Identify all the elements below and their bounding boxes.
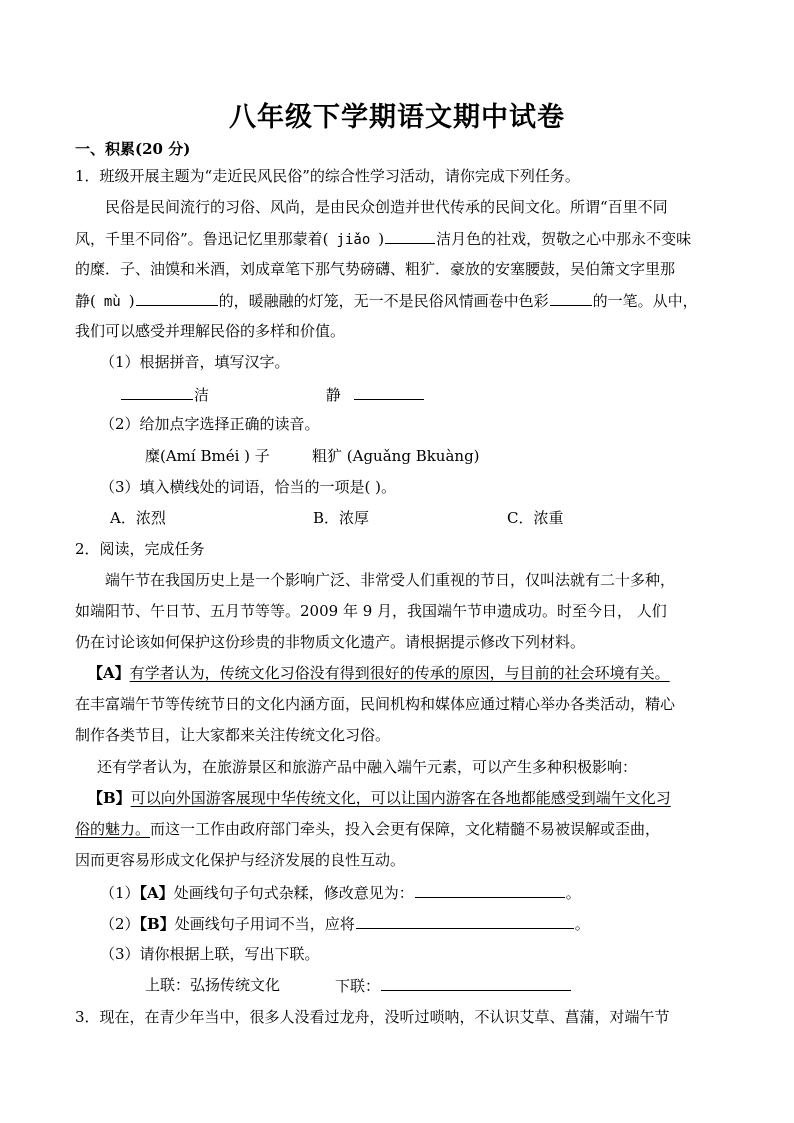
text: 的一笔。从中， (592, 292, 698, 310)
section-heading: 一、积累(20 分) (75, 140, 191, 158)
q1-intro: 1．班级开展主题为“走近民风民俗”的综合性学习活动，请你完成下列任务。 (75, 167, 580, 185)
underlined-sentence-a: 有学者认为，传统文化习俗没有得到很好的传承的原因，与目前的社会环境有关。 (129, 664, 670, 682)
q2-intro: 2．阅读，完成任务 (75, 540, 205, 558)
text: 处画线句子句式杂糅，修改意见为： (173, 884, 414, 902)
text: 。 (574, 915, 590, 933)
q2-passage-line: 因而更容易形成文化保护与经济发展的良性互动。 (75, 851, 406, 869)
text: 洁月色的社戏，贺敬之心中那永不变味 (436, 230, 692, 248)
q2-passage-line: 端午节在我国历史上是一个影响广泛、非常受人们重视的节日，仅叫法就有二十多种， (105, 571, 676, 589)
q2-passage-line (75, 819, 660, 839)
q1-passage-line (75, 228, 691, 250)
pinyin: mù (103, 294, 121, 310)
q2-material-b (88, 788, 671, 808)
q1-passage-line: 我们可以感受并理解民俗的多样和价值。 (75, 322, 346, 340)
answer-blank[interactable] (415, 882, 565, 898)
text: 而这一工作由政府部门牵头，投入会更有保障，文化精髓不易被误解或歪曲， (150, 820, 661, 838)
q1-sub1: （1）根据拼音，填写汉字。 (100, 353, 290, 371)
fill-blank[interactable] (385, 228, 435, 244)
couplet-lower (335, 975, 572, 996)
q1-sub2-item: 粗犷 (Aguǎng Bkuàng) (312, 447, 480, 465)
tag-a: 【A】 (88, 664, 130, 682)
answer-blank[interactable] (121, 384, 193, 400)
answer-blank[interactable] (354, 384, 424, 400)
q2-sub2 (100, 913, 590, 934)
text: 处画线句子用词不当，应将 (174, 915, 355, 933)
text: 静 (325, 386, 341, 404)
underlined-sentence-b: 可以向外国游客展现中华传统文化，可以让国内游客在各地都能感受到端午文化习 (130, 789, 671, 807)
q1-sub2: （2）给加点字选择正确的读音。 (100, 415, 320, 433)
q2-sub1 (100, 882, 581, 903)
text: 下联： (335, 977, 381, 995)
q1-passage-line: 的糜．子、油馍和米酒，刘成章笔下那气势磅礴、粗犷．豪放的安塞腰鼓，吴伯箫文字里那 (75, 260, 676, 278)
answer-blank[interactable] (356, 913, 574, 929)
q3-intro: 3．现在，在青少年当中，很多人没看过龙舟，没听过唢呐，不认识艾草、菖蒲，对端午节 (75, 1008, 670, 1026)
q2-material-a (88, 663, 670, 683)
option-b[interactable]: B．浓厚 (313, 509, 370, 527)
option-c[interactable]: C．浓重 (507, 509, 564, 527)
fill-blank[interactable] (136, 290, 218, 306)
q1-sub2-item: 糜(Amí Bméi ) 子 (145, 447, 270, 465)
q1-passage-line: 民俗是民间流行的习俗、风尚，是由民众创造并世代传承的民间文化。所谓“百里不同 (105, 198, 668, 216)
exam-title: 八年级下学期语文期中试卷 (229, 102, 565, 133)
pinyin: jiǎo (336, 232, 371, 248)
tag-a: 【A】 (139, 884, 174, 902)
tag-b: 【B】 (139, 915, 175, 933)
q2-passage-line: 仍在讨论该如何保护这份珍贵的非物质文化遗产。请根据提示修改下列材料。 (75, 633, 586, 651)
text: 风，千里不同俗”。鲁迅记忆里那蒙着( (75, 230, 329, 248)
text: ) (378, 230, 385, 248)
underlined-sentence-b: 俗的魅力。 (75, 820, 151, 838)
q1-passage-line (75, 290, 698, 312)
q2-passage-line: 在丰富端午节等传统节日的文化内涵方面，民间机构和媒体应通过精心举办各类活动，精心 (75, 695, 676, 713)
text: ) (128, 292, 135, 310)
couplet-upper: 上联：弘扬传统文化 (145, 976, 281, 994)
option-a[interactable]: A．浓烈 (110, 509, 166, 527)
fill-blank[interactable] (550, 290, 592, 306)
q2-passage-line: 如端阳节、午日节、五月节等等。2009 年 9 月，我国端午节申遗成功。时至今日， 人们 (75, 602, 667, 620)
text: （1） (100, 884, 140, 902)
tag-b: 【B】 (88, 789, 131, 807)
q1-sub1-answers (120, 384, 425, 405)
text: 静( (75, 292, 96, 310)
text: 洁 (194, 386, 210, 404)
answer-blank[interactable] (381, 975, 571, 991)
q1-sub3: （3）填入横线处的词语，恰当的一项是( )。 (100, 478, 397, 496)
text: 。 (565, 884, 581, 902)
q2-passage-line: 制作各类节目，让大家都来关注传统文化习俗。 (75, 726, 391, 744)
q2-passage-line: 还有学者认为，在旅游景区和旅游产品中融入端午元素，可以产生多种积极影响： (97, 758, 638, 776)
q2-sub3: （3）请你根据上联，写出下联。 (100, 945, 320, 963)
text: （2） (100, 915, 140, 933)
text: 的，暖融融的灯笼，无一不是民俗风情画卷中色彩 (218, 292, 549, 310)
